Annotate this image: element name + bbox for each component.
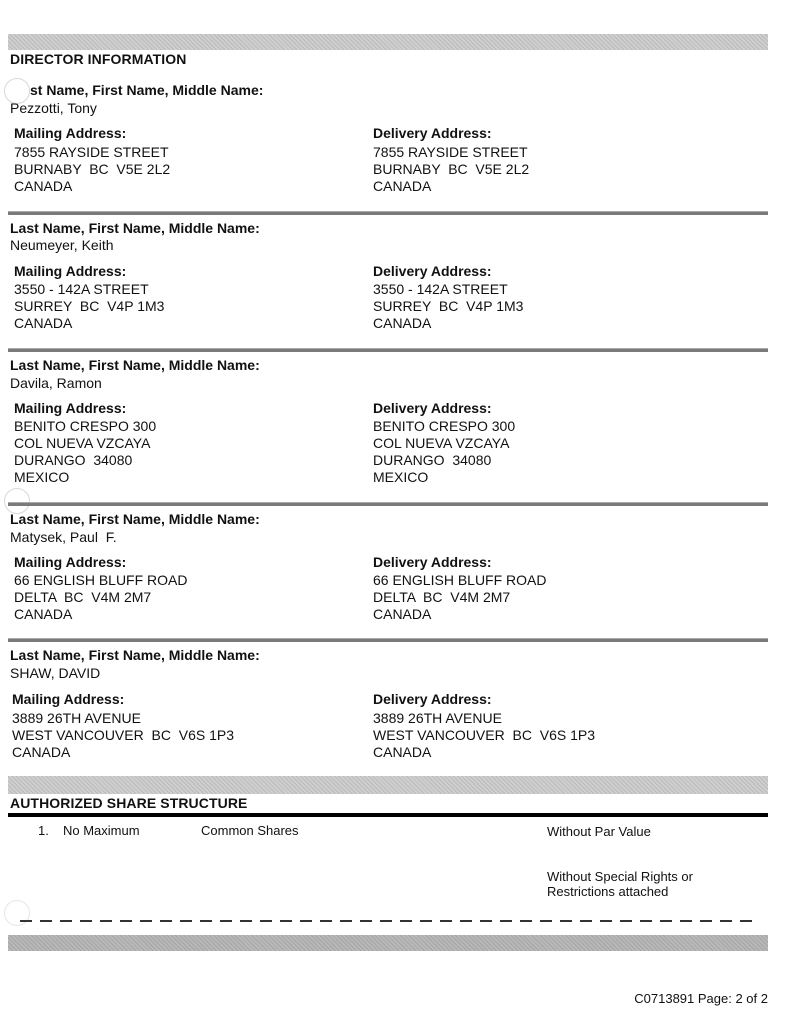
top-shade-bar	[8, 34, 768, 50]
name-label: Last Name, First Name, Middle Name:	[10, 357, 260, 373]
delivery-address-label: Delivery Address:	[373, 400, 492, 416]
director-separator	[8, 348, 768, 352]
delivery-address-line: WEST VANCOUVER BC V6S 1P3	[373, 727, 595, 743]
mailing-address-line: CANADA	[12, 744, 71, 760]
name-label: Last Name, First Name, Middle Name:	[10, 511, 260, 527]
delivery-address-label: Delivery Address:	[373, 691, 492, 707]
delivery-address-line: 3550 - 142A STREET	[373, 281, 508, 297]
mailing-address-label: Mailing Address:	[12, 691, 125, 707]
mailing-address-label: Mailing Address:	[14, 263, 127, 279]
delivery-address-line: MEXICO	[373, 469, 429, 485]
delivery-address-line: BURNABY BC V5E 2L2	[373, 161, 530, 177]
share-rights-line: Without Special Rights or	[547, 869, 693, 884]
mailing-address-line: WEST VANCOUVER BC V6S 1P3	[12, 727, 234, 743]
delivery-address-label: Delivery Address:	[373, 125, 492, 141]
director-name: SHAW, DAVID	[10, 665, 101, 681]
punch-hole-mark	[4, 900, 30, 926]
section-title-director-information: DIRECTOR INFORMATION	[10, 51, 187, 67]
page-reference: C0713891 Page: 2 of 2	[634, 991, 768, 1006]
delivery-address-line: BENITO CRESPO 300	[373, 418, 516, 434]
mailing-address-label: Mailing Address:	[14, 554, 127, 570]
share-maximum: No Maximum	[63, 823, 140, 838]
share-header-rule	[8, 813, 768, 817]
delivery-address-line: 66 ENGLISH BLUFF ROAD	[373, 572, 547, 588]
delivery-address-line: COL NUEVA VZCAYA	[373, 435, 510, 451]
delivery-address-line: CANADA	[373, 744, 432, 760]
director-separator	[8, 638, 768, 642]
share-shade-bar	[8, 776, 768, 794]
delivery-address-line: DURANGO 34080	[373, 452, 492, 468]
mailing-address-line: BENITO CRESPO 300	[14, 418, 157, 434]
mailing-address-line: CANADA	[14, 178, 73, 194]
director-name: Davila, Ramon	[10, 375, 102, 391]
mailing-address-line: 66 ENGLISH BLUFF ROAD	[14, 572, 188, 588]
mailing-address-line: CANADA	[14, 315, 73, 331]
mailing-address-label: Mailing Address:	[14, 125, 127, 141]
mailing-address-line: CANADA	[14, 606, 73, 622]
name-label: Last Name, First Name, Middle Name:	[10, 647, 260, 663]
delivery-address-line: DELTA BC V4M 2M7	[373, 589, 511, 605]
director-name: Matysek, Paul F.	[10, 529, 117, 545]
share-rights-line: Restrictions attached	[547, 884, 669, 899]
mailing-address-line: MEXICO	[14, 469, 70, 485]
mailing-address-label: Mailing Address:	[14, 400, 127, 416]
mailing-address-line: 7855 RAYSIDE STREET	[14, 144, 169, 160]
section-title-authorized-share-structure: AUTHORIZED SHARE STRUCTURE	[10, 795, 248, 811]
delivery-address-line: CANADA	[373, 315, 432, 331]
delivery-address-line: 7855 RAYSIDE STREET	[373, 144, 528, 160]
director-separator	[8, 502, 768, 506]
mailing-address-line: 3889 26TH AVENUE	[12, 710, 141, 726]
delivery-address-label: Delivery Address:	[373, 263, 492, 279]
name-label: st Name, First Name, Middle Name:	[30, 82, 264, 98]
mailing-address-line: SURREY BC V4P 1M3	[14, 298, 165, 314]
share-par-value: Without Par Value	[547, 824, 651, 839]
share-class: Common Shares	[201, 823, 299, 838]
mailing-address-line: 3550 - 142A STREET	[14, 281, 149, 297]
delivery-address-line: CANADA	[373, 178, 432, 194]
mailing-address-line: BURNABY BC V5E 2L2	[14, 161, 171, 177]
director-name: Neumeyer, Keith	[10, 237, 114, 253]
director-separator	[8, 211, 768, 215]
director-name: Pezzotti, Tony	[10, 100, 97, 116]
delivery-address-line: SURREY BC V4P 1M3	[373, 298, 524, 314]
share-row-number: 1.	[38, 823, 49, 838]
mailing-address-line: DURANGO 34080	[14, 452, 133, 468]
delivery-address-line: 3889 26TH AVENUE	[373, 710, 502, 726]
delivery-address-label: Delivery Address:	[373, 554, 492, 570]
mailing-address-line: DELTA BC V4M 2M7	[14, 589, 152, 605]
delivery-address-line: CANADA	[373, 606, 432, 622]
bottom-shade-bar	[8, 935, 768, 951]
mailing-address-line: COL NUEVA VZCAYA	[14, 435, 151, 451]
name-label: Last Name, First Name, Middle Name:	[10, 220, 260, 236]
share-dashed-rule	[20, 920, 755, 922]
